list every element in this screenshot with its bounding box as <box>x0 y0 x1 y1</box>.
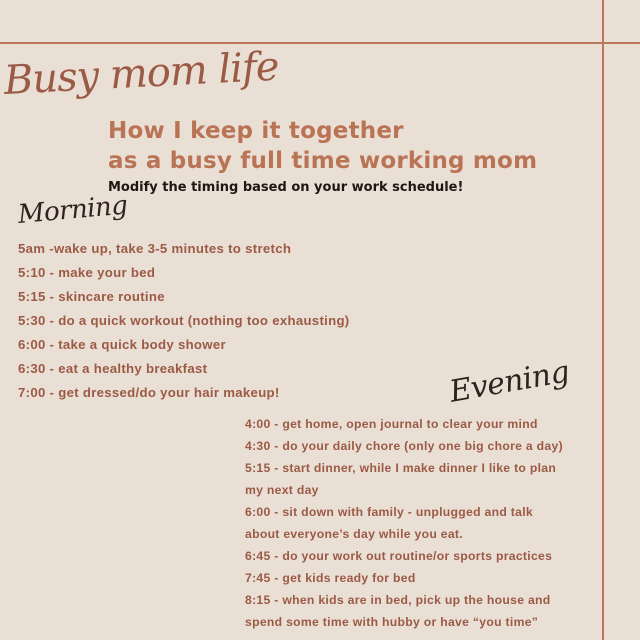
subtitle: Modify the timing based on your work schedule! <box>108 180 464 195</box>
evening-item: about everyone’s day while you eat. <box>245 527 463 541</box>
morning-item: 5am -wake up, take 3-5 minutes to stretch <box>18 241 292 256</box>
evening-item: 6:00 - sit down with family - unplugged and talk <box>245 505 533 519</box>
script-title: Busy mom life <box>2 43 280 104</box>
morning-item: 5:15 - skincare routine <box>18 289 165 304</box>
morning-item: 6:30 - eat a healthy breakfast <box>18 361 208 376</box>
morning-item: 5:30 - do a quick workout (nothing too exhausting) <box>18 313 350 328</box>
evening-list <box>245 416 563 636</box>
frame-vertical-line <box>602 0 604 640</box>
morning-item: 7:00 - get dressed/do your hair makeup! <box>18 385 280 400</box>
evening-item: 5:15 - start dinner, while I make dinner I like to plan <box>245 461 557 475</box>
frame-horizontal-line <box>0 42 640 44</box>
evening-item: 8:15 - when kids are in bed, pick up the house and <box>245 593 551 607</box>
morning-item: 5:10 - make your bed <box>18 265 156 280</box>
headline <box>108 116 548 176</box>
morning-item: 6:00 - take a quick body shower <box>18 337 226 352</box>
evening-item: 6:45 - do your work out routine/or sports practices <box>245 549 553 563</box>
headline-line-1: How I keep it together <box>108 118 404 144</box>
evening-item: spend some time with hubby or have “you time” <box>245 615 539 629</box>
evening-item: my next day <box>245 483 319 497</box>
evening-item: 4:00 - get home, open journal to clear your mind <box>245 417 538 431</box>
headline-line-2: as a busy full time working mom <box>108 148 538 174</box>
evening-heading: Evening <box>446 354 572 410</box>
morning-list <box>18 240 350 408</box>
morning-heading: Morning <box>16 190 129 230</box>
evening-item: 7:45 - get kids ready for bed <box>245 571 416 585</box>
evening-item: 4:30 - do your daily chore (only one big chore a day) <box>245 439 563 453</box>
